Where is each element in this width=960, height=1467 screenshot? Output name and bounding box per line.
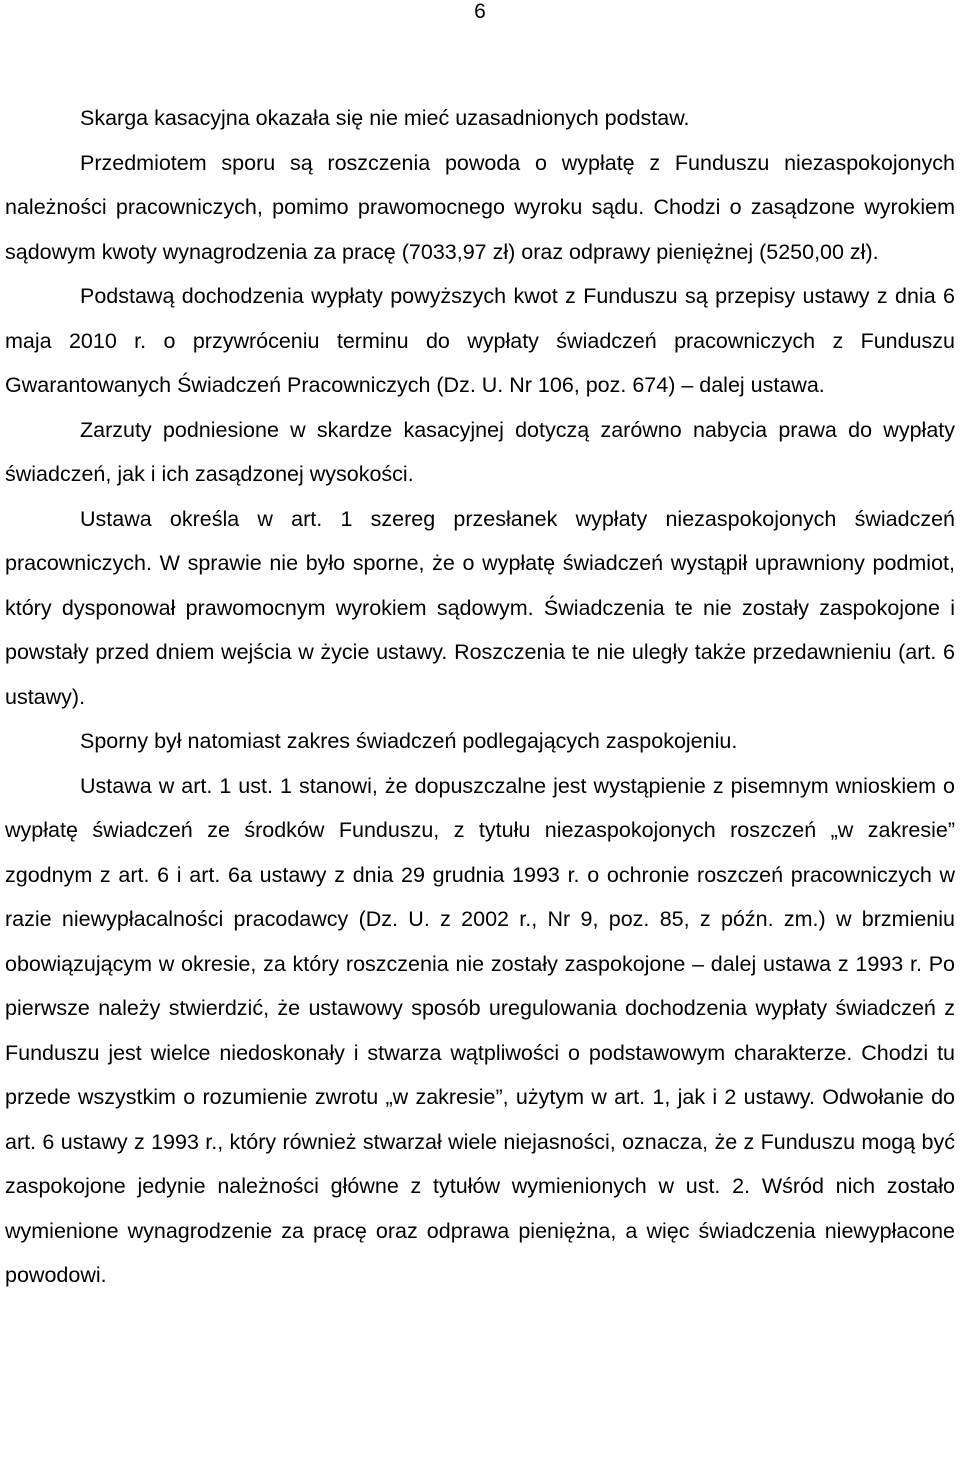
paragraph-7: Ustawa w art. 1 ust. 1 stanowi, że dopuszczalne jest wystąpienie z pisemnym wnioskiem o wypłatę świadczeń ze środków Funduszu, z tytułu niezaspokojonych roszczeń „w zakresie” zgodnym z art. 6 i art. 6a ustawy z dnia 29 grudnia 1993 r. o ochronie roszczeń pracowniczych w razie niewypłacalności pracodawcy (Dz. U. z 2002 r., Nr 9, poz. 85, z późn. zm.) w brzmieniu obowiązującym w okresie, za który roszczenia nie zostały zaspokojone – dalej ustawa z 1993 r. Po pierwsze należy stwierdzić, że ustawowy sposób uregulowania dochodzenia wypłaty świadczeń z Funduszu jest wielce niedoskonały i stwarza wątpliwości o podstawowym charakterze. Chodzi tu przede wszystkim o rozumienie zwrotu „w zakresie”, użytym w art. 1, jak i 2 ustawy. Odwołanie do art. 6 ustawy z 1993 r., który również stwarzał wiele niejasności, oznacza, że z Funduszu mogą być zaspokojone jedynie należności główne z tytułów wymienionych w ust. 2. Wśród nich zostało wymienione wynagrodzenie za pracę oraz odprawa pieniężna, a więc świadczenia niewypłacone powodowi.	[5, 773, 955, 1287]
paragraph-1: Skarga kasacyjna okazała się nie mieć uzasadnionych podstaw.	[80, 106, 690, 130]
paragraph-4: Zarzuty podniesione w skardze kasacyjnej dotyczą zarówno nabycia prawa do wypłaty świadczeń, jak i ich zasądzonej wysokości.	[5, 417, 955, 486]
page-number: 6	[474, 0, 486, 23]
paragraph-6: Sporny był natomiast zakres świadczeń podlegających zaspokojeniu.	[80, 729, 738, 753]
paragraph-5: Ustawa określa w art. 1 szereg przesłanek wypłaty niezaspokojonych świadczeń pracowniczych. W sprawie nie było sporne, że o wypłatę świadczeń wystąpił uprawniony podmiot, który dysponował prawomocnym wyrokiem sądowym. Świadczenia te nie zostały zaspokojone i powstały przed dniem wejścia w życie ustawy. Roszczenia te nie uległy także przedawnieniu (art. 6 ustawy).	[5, 506, 955, 709]
document-body	[5, 96, 955, 1298]
paragraph-2: Przedmiotem sporu są roszczenia powoda o wypłatę z Funduszu niezaspokojonych należności pracowniczych, pomimo prawomocnego wyroku sądu. Chodzi o zasądzone wyrokiem sądowym kwoty wynagrodzenia za pracę (7033,97 zł) oraz odprawy pieniężnej (5250,00 zł).	[5, 150, 955, 264]
paragraph-3: Podstawą dochodzenia wypłaty powyższych kwot z Funduszu są przepisy ustawy z dnia 6 maja 2010 r. o przywróceniu terminu do wypłaty świadczeń pracowniczych z Funduszu Gwarantowanych Świadczeń Pracowniczych (Dz. U. Nr 106, poz. 674) – dalej ustawa.	[5, 284, 955, 397]
